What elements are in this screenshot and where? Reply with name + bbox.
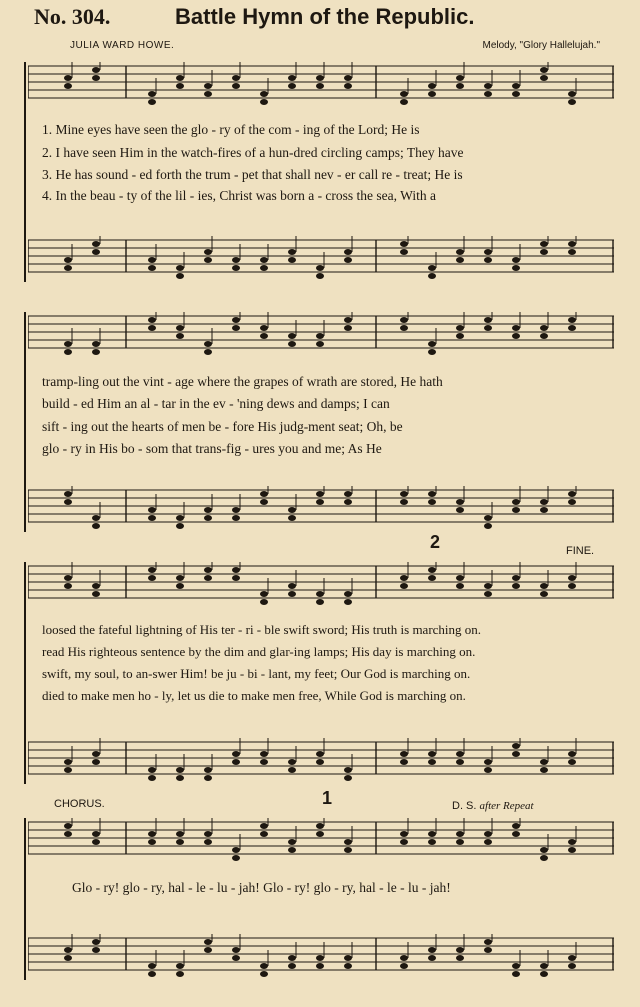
bass-staff-1 (28, 236, 614, 280)
chorus-lyric: Glo - ry! glo - ry, hal - le - lu - jah! Glo - ry! glo - ry, hal - le - lu - jah! (72, 880, 451, 895)
dal-segno-mark: D. S. after Repeat (452, 800, 534, 812)
bass-staff-2 (28, 486, 614, 530)
verse-line-3: 3. He has sound - ed forth the trum - pet that shall nev - er call re - treat; He is (42, 167, 463, 182)
treble-staff-2 (28, 312, 614, 356)
fine-mark: FINE. (566, 545, 595, 557)
bass-staff-4 (28, 934, 614, 978)
melody-credit: Melody, "Glory Hallelujah." (482, 40, 600, 51)
hymn-title: Battle Hymn of the Republic. (175, 4, 475, 29)
ending-1-mark: 1 (322, 788, 333, 808)
verse-line-4: 4. In the beau - ty of the lil - ies, Christ was born a - cross the sea, With a (42, 188, 436, 203)
system-bracket (24, 562, 26, 784)
hymn-number: No. 304. (34, 4, 111, 29)
verse-line-2: 2. I have seen Him in the watch-fires of a hun-dred circling camps; They have (42, 145, 464, 160)
verse-line-3: swift, my soul, to an-swer Him! be ju - bi - lant, my feet; Our God is marching on. (42, 666, 471, 681)
ending-2-mark: 2 (430, 532, 441, 552)
author-credit: JULIA WARD HOWE. (70, 40, 175, 51)
chorus-label: CHORUS. (54, 798, 105, 810)
bass-staff-3 (28, 738, 614, 782)
verse-line-2: read His righteous sentence by the dim and glar-ing lamps; His day is marching on. (42, 644, 476, 659)
verse-line-3: sift - ing out the hearts of men be - fore His judg-ment seat; Oh, be (42, 419, 403, 434)
treble-staff-3 (28, 562, 614, 606)
verse-line-1: 1. Mine eyes have seen the glo - ry of the com - ing of the Lord; He is (42, 122, 420, 137)
verse-line-2: build - ed Him an al - tar in the ev - 'ning dews and damps; I can (42, 396, 390, 411)
system-bracket (24, 312, 26, 532)
verse-line-1: tramp-ling out the vint - age where the grapes of wrath are stored, He hath (42, 374, 443, 389)
verse-line-4: died to make men ho - ly, let us die to make men free, While God is marching on. (42, 688, 466, 703)
treble-staff-4 (28, 818, 614, 862)
treble-staff-1 (28, 62, 614, 106)
verse-line-1: loosed the fateful lightning of His ter - ri - ble swift sword; His truth is marching on. (42, 622, 482, 637)
system-bracket (24, 818, 26, 980)
system-bracket (24, 62, 26, 282)
verse-line-4: glo - ry in His bo - som that trans-fig - ures you and me; As He (42, 441, 382, 456)
